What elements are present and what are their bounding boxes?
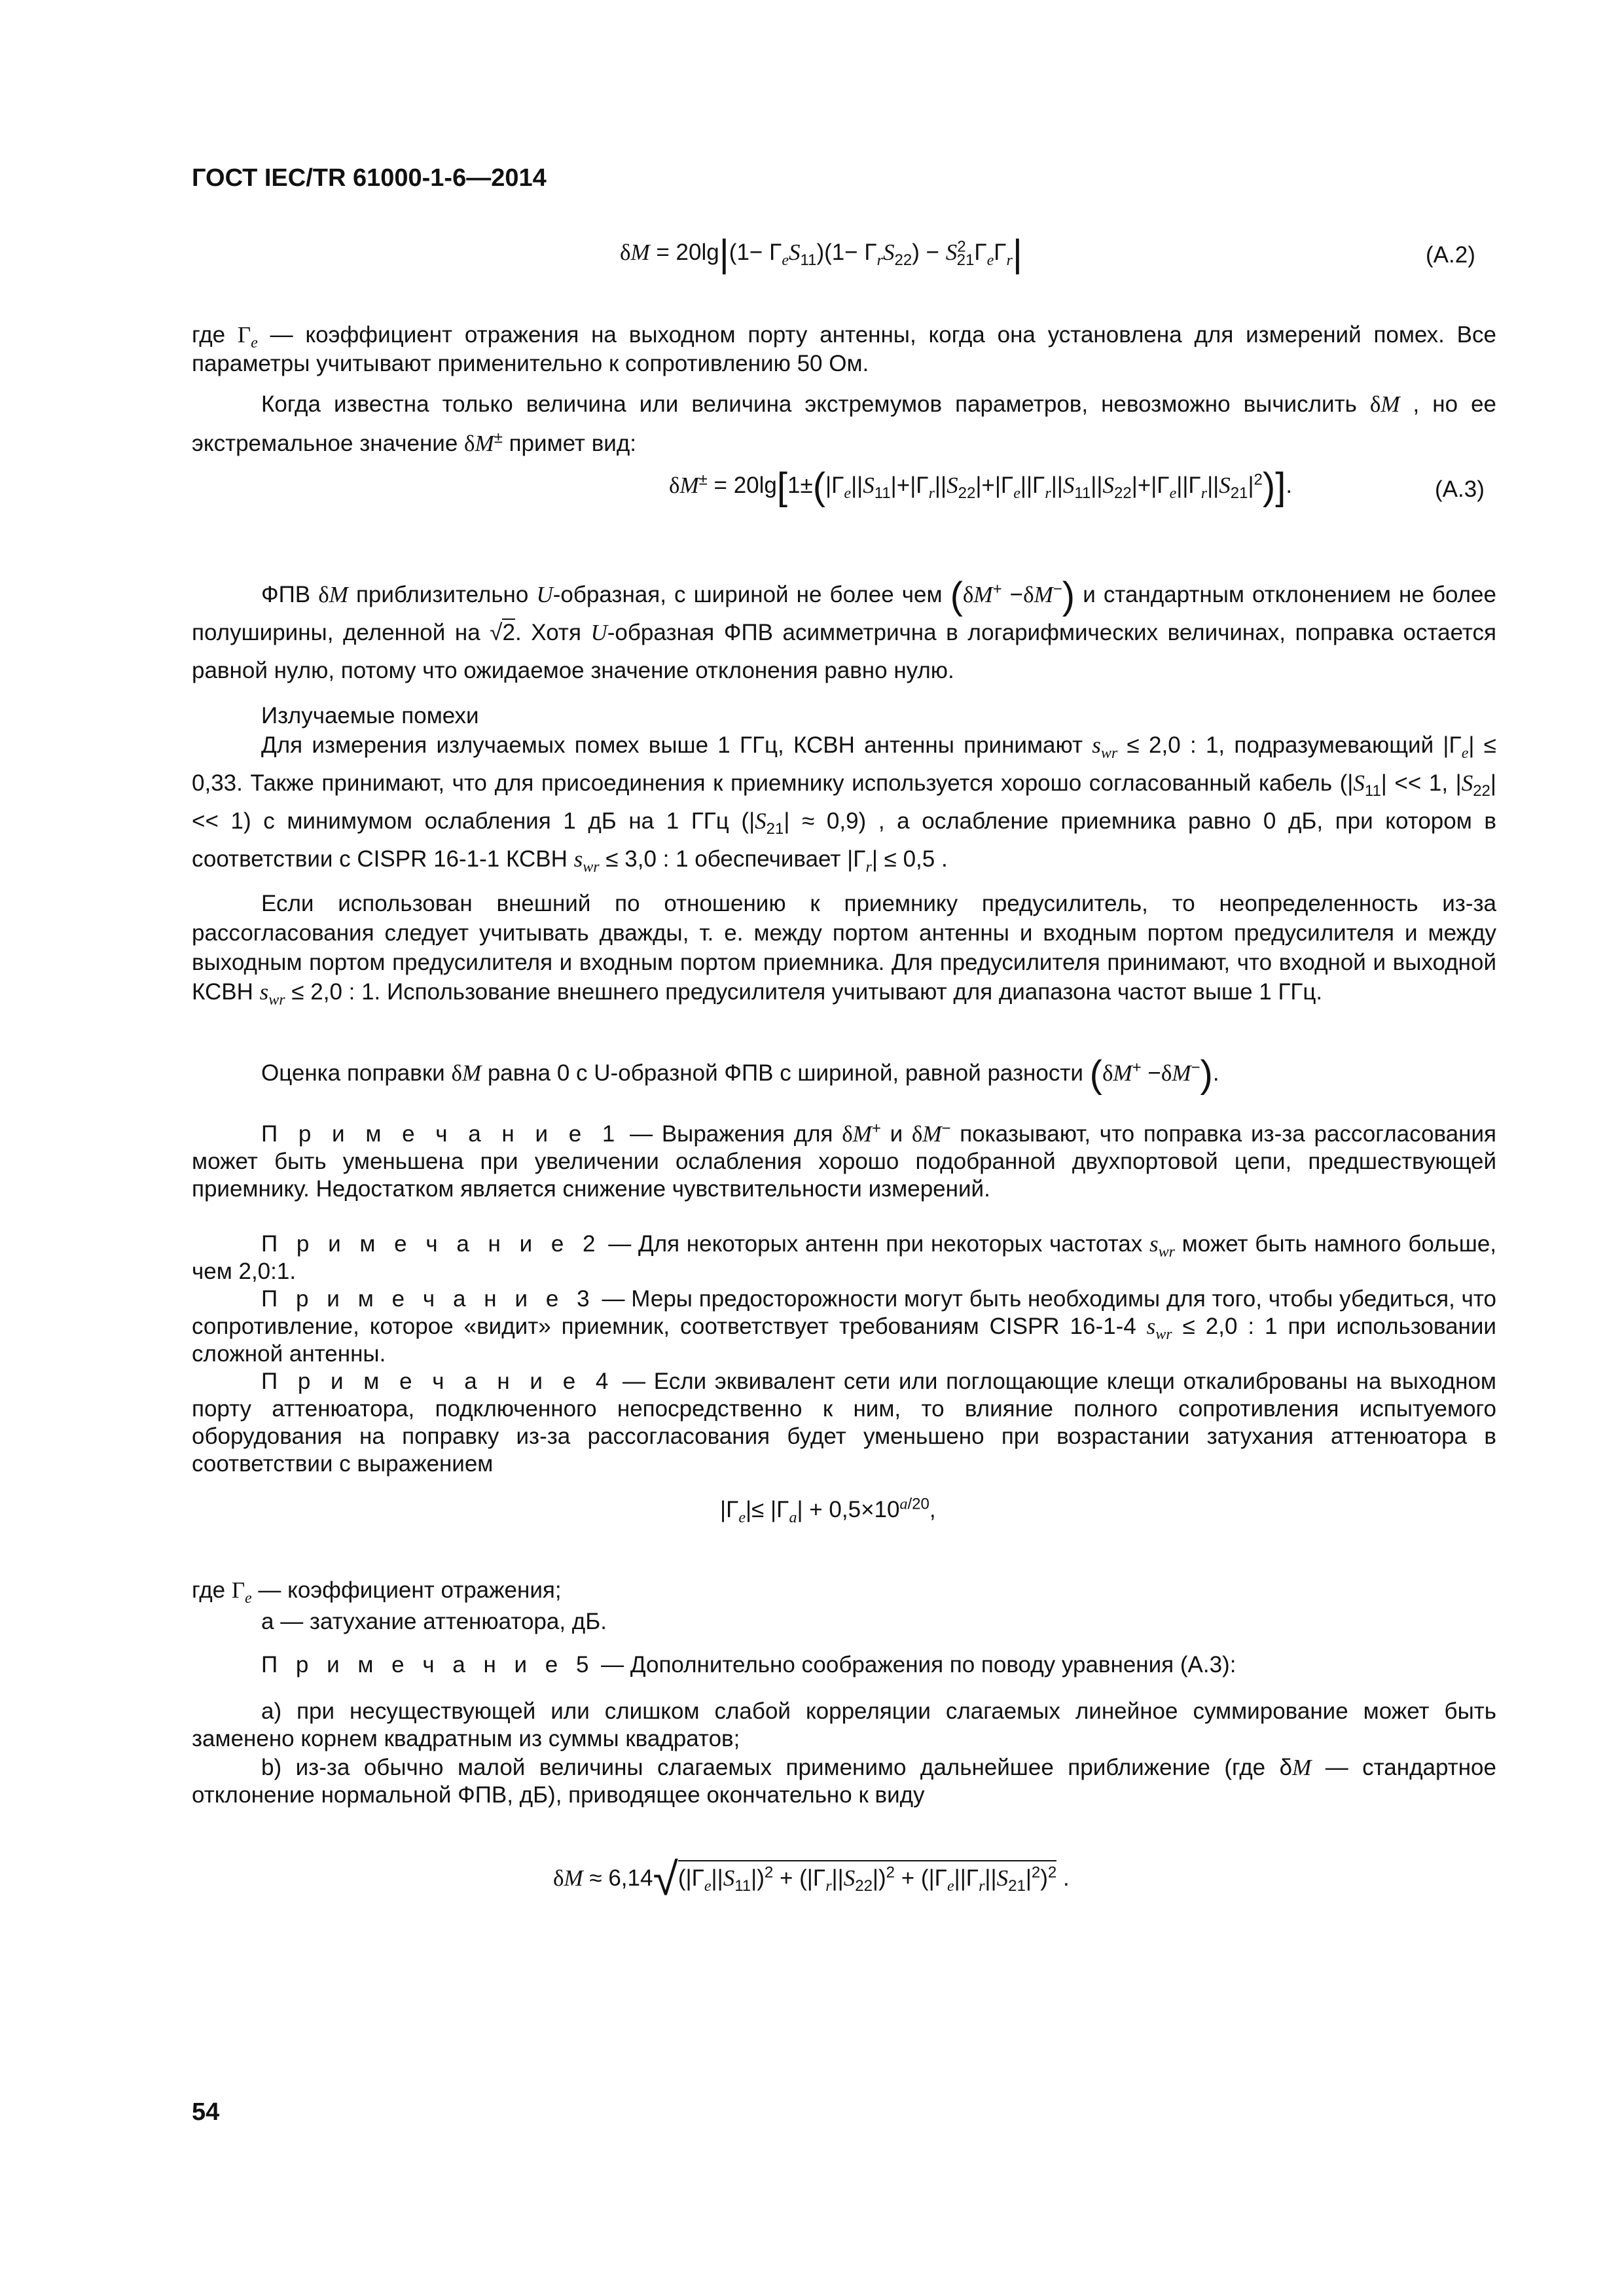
paragraph-radiated-emissions: Для измерения излучаемых помех выше 1 ГГц, КСВН антенны принимают $s_{wr} \le 2,0$ : 1, подразумевающий $|\Gamma_e| \le 0,33$. Также принимают, что для присоединения к приемнику используется хорошо согласованный кабель ($|S_{11}| << 1$, $|S_{22}| << 1$) с минимумом ослабления 1 дБ на 1 ГГц $(|S_{21}| \approx 0,9)$ , а ослабление приемника равно 0 дБ, при котором в соответствии с CISPR 16-1-1 КСВН $s_{wr} \le 3,0$ : 1 обеспечивает $|\Gamma_r| \le 0,5$ . (192, 732, 1497, 876)
note-3: П р и м е ч а н и е 3 — Меры предосторожности могут быть необходимы для того, чтобы убедиться, что сопротивление, которое «видит» приемник, соответствует требованиям CISPR 16-1-4 $s_{wr} \le 2,0$ : 1 при использовании сложной антенны. (192, 1286, 1496, 1367)
paragraph-pdf-shape: ФПВ δM приблизительно U-образная, с шириной не более чем (δM+ −δM−) и стандартным отклонением не более полуширины, деленной на √2. Хотя U-образная ФПВ асимметрична в логарифмических величинах, поправка остается равной нулю, потому что ожидаемое значение отклонения равно нулю. (192, 575, 1496, 683)
equation-a2: $\delta M = 20\lg|(1- \Gamma_eS_{11})(1- \Gamma_rS_{22}) - S^2_{21}\Gamma_e\Gamma_r|$ (620, 232, 1022, 275)
equation-number: (A.3) (1435, 476, 1485, 502)
paragraph-gamma-definition: где $\Gamma_e$ — коэффициент отражения на выходном порту антенны, когда она установлена для измерений помех. Все параметры учитывают применительно к сопротивлению 50 Ом. (192, 322, 1496, 376)
list-item-b: b) из-за обычно малой величины слагаемых применимо дальнейшее приближение (где δM — стандартное отклонение нормальной ФПВ, дБ), приводящее окончательно к виду (192, 1755, 1496, 1808)
equation-final: $\delta M \approx 6,14√(|\Gamma_e||S_{11}|)^2 + (|\Gamma_r||S_{22}|)^2 + (|\Gamma_e||\Gamma_r||S_{21}|^2)^2$ . (553, 1854, 1070, 1905)
section-heading: Излучаемые помехи (261, 703, 479, 728)
page-number: 54 (192, 2098, 220, 2126)
where-attenuation: a — затухание аттенюатора, дБ. (261, 1609, 607, 1634)
paragraph-preamplifier: Если использован внешний по отношению к приемнику предусилитель, то неопределенность из-за рассогласования следует учитывать дважды, т. е. между портом антенны и входным портом предусилителя и между выходным портом предусилителя и входным портом приемника. Для предусилителя принимают, что входной и выходной КСВН $s_{wr} \le 2,0$ : 1. Использование внешнего предусилителя учитывают для диапазона частот выше 1 ГГц. (192, 891, 1496, 1009)
note-4: П р и м е ч а н и е 4 — Если эквивалент сети или поглощающие клещи откалиброваны на выходном порту аттенюатора, подключенного непосредственно к ним, то влияние полного сопротивления испытуемого оборудования на поправку из-за рассогласования будет уменьшено при возрастании затухания аттенюатора в соответствии с выражением (192, 1369, 1496, 1477)
where-gamma: где $\Gamma_e$ — коэффициент отражения; (192, 1577, 562, 1607)
note-5: П р и м е ч а н и е 5 — Дополнительно соображения по поводу уравнения (A.3): (261, 1652, 1236, 1677)
note-2: П р и м е ч а н и е 2 — Для некоторых антенн при некоторых частотах $s_{wr}$ может быть намного больше, чем 2,0:1. (192, 1231, 1497, 1284)
document-header: ГОСТ IEC/TR 61000-1-6—2014 (192, 164, 547, 192)
list-item-a: a) при несуществующей или слишком слабой корреляции слагаемых линейное суммирование может быть заменено корнем квадратным из суммы квадратов; (192, 1698, 1496, 1751)
equation-a3: $\delta M^\pm = 20\lg[1\pm(|\Gamma_e||S_{11}|+|\Gamma_r||S_{22}|+|\Gamma_e||\Gamma_r||S_{11}||S_{22}|+|\Gamma_e||\Gamma_r||S_{21}|^2)]$. (669, 465, 1293, 508)
paragraph-extremes: Когда известна только величина или величина экстремумов параметров, невозможно вычислить δM , но ее экстремальное значение δM± примет вид: (192, 391, 1496, 456)
equation-gamma-bound: $|\Gamma_e|\le |\Gamma_a| + 0,5\times 10^{a/20}$, (720, 1495, 936, 1526)
paragraph-correction-estimate: Оценка поправки δM равна 0 с U-образной ФПВ с шириной, равной разности (δM+ −δM−). (261, 1053, 1219, 1096)
equation-number: (A.2) (1426, 242, 1475, 268)
note-1: П р и м е ч а н и е 1 — Выражения для δM+ и δM− показывают, что поправка из-за рассогласования может быть уменьшена при увеличении ослабления хорошо подобранной двухпортовой цепи, предшествующей приемнику. Недостатком является снижение чувствительности измерений. (192, 1119, 1497, 1202)
